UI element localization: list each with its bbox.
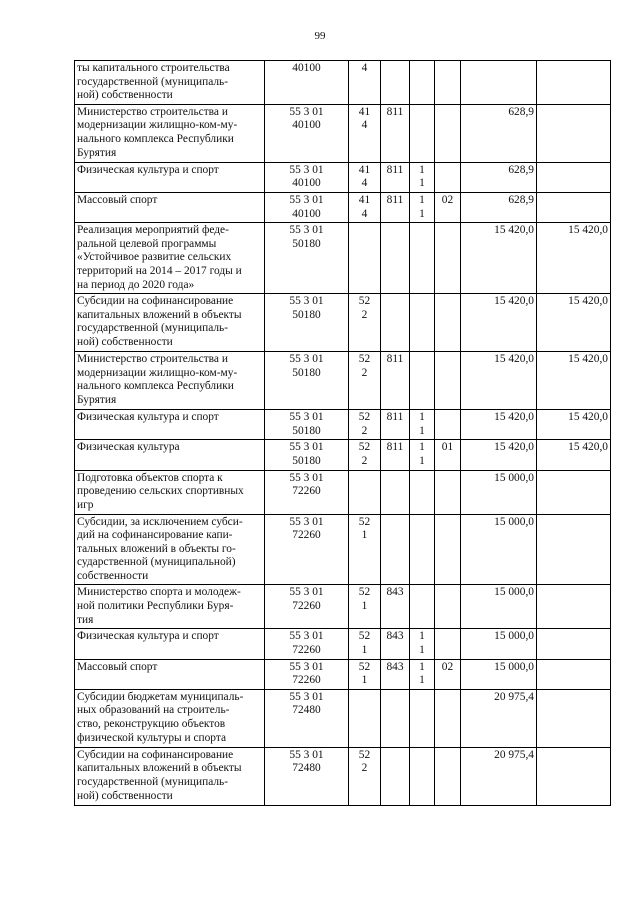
- department-code-cell: 811: [381, 192, 410, 222]
- federal-amount-cell: [537, 747, 611, 805]
- page-number: 99: [314, 30, 326, 42]
- table-row: [75, 192, 611, 222]
- row-name-cell: Министерство строительства и модернизации жилищно-ком-му- нального комплекса Республики Бурятия: [75, 352, 265, 410]
- federal-amount-cell: [537, 162, 611, 192]
- department-code-cell: 811: [381, 440, 410, 470]
- expense-group-cell: 41 4: [349, 162, 381, 192]
- table-row: [75, 585, 611, 629]
- federal-amount-cell: 15 420,0: [537, 352, 611, 410]
- expense-group-cell: [349, 223, 381, 294]
- target-code-cell: 55 3 01 72260: [265, 659, 349, 689]
- row-name-cell: Подготовка объектов спорта к проведению сельских спортивных игр: [75, 470, 265, 514]
- target-code-cell: 55 3 01 72260: [265, 470, 349, 514]
- department-code-cell: [381, 747, 410, 805]
- table-row: [75, 104, 611, 162]
- subsection-cell: [435, 352, 461, 410]
- row-name-cell: Массовый спорт: [75, 659, 265, 689]
- federal-amount-cell: [537, 689, 611, 747]
- amount-cell: 15 000,0: [461, 470, 537, 514]
- amount-cell: 628,9: [461, 104, 537, 162]
- subsection-cell: [435, 162, 461, 192]
- row-name-cell: Министерство строительства и модернизации жилищно-ком-му- нального комплекса Республики Бурятия: [75, 104, 265, 162]
- department-code-cell: 843: [381, 629, 410, 659]
- expense-group-cell: 52 2: [349, 352, 381, 410]
- department-code-cell: 843: [381, 585, 410, 629]
- table-row: [75, 514, 611, 585]
- federal-amount-cell: [537, 104, 611, 162]
- table-row: [75, 659, 611, 689]
- amount-cell: 628,9: [461, 162, 537, 192]
- federal-amount-cell: 15 420,0: [537, 440, 611, 470]
- expense-group-cell: 52 1: [349, 659, 381, 689]
- subsection-cell: [435, 410, 461, 440]
- federal-amount-cell: [537, 585, 611, 629]
- target-code-cell: 55 3 01 40100: [265, 162, 349, 192]
- table-row: [75, 223, 611, 294]
- section-cell: 1 1: [410, 629, 435, 659]
- expense-group-cell: [349, 470, 381, 514]
- expense-group-cell: [349, 689, 381, 747]
- subsection-cell: [435, 294, 461, 352]
- department-code-cell: 811: [381, 162, 410, 192]
- target-code-cell: 55 3 01 50180: [265, 440, 349, 470]
- department-code-cell: 811: [381, 410, 410, 440]
- federal-amount-cell: [537, 61, 611, 105]
- table-row: [75, 294, 611, 352]
- department-code-cell: [381, 61, 410, 105]
- subsection-cell: 02: [435, 659, 461, 689]
- section-cell: [410, 689, 435, 747]
- table-row: [75, 352, 611, 410]
- expense-group-cell: 52 2: [349, 294, 381, 352]
- section-cell: [410, 470, 435, 514]
- department-code-cell: 811: [381, 352, 410, 410]
- expense-group-cell: 52 2: [349, 410, 381, 440]
- section-cell: [410, 352, 435, 410]
- expense-group-cell: 52 1: [349, 629, 381, 659]
- target-code-cell: 55 3 01 72260: [265, 629, 349, 659]
- row-name-cell: Субсидии на софинансирование капитальных вложений в объекты государственной (муниципаль- ной) собственности: [75, 747, 265, 805]
- section-cell: 1 1: [410, 162, 435, 192]
- expense-group-cell: 52 1: [349, 585, 381, 629]
- target-code-cell: 55 3 01 50180: [265, 352, 349, 410]
- row-name-cell: Министерство спорта и молодеж- ной политики Республики Буря- тия: [75, 585, 265, 629]
- row-name-cell: ты капитального строительства государственной (муниципаль- ной) собственности: [75, 61, 265, 105]
- expense-group-cell: 52 2: [349, 440, 381, 470]
- section-cell: [410, 61, 435, 105]
- subsection-cell: [435, 104, 461, 162]
- row-name-cell: Физическая культура и спорт: [75, 629, 265, 659]
- budget-table-body: [75, 61, 611, 806]
- federal-amount-cell: [537, 629, 611, 659]
- amount-cell: 628,9: [461, 192, 537, 222]
- subsection-cell: [435, 514, 461, 585]
- row-name-cell: Субсидии на софинансирование капитальных вложений в объекты государственной (муниципаль- ной) собственности: [75, 294, 265, 352]
- section-cell: [410, 514, 435, 585]
- table-row: [75, 689, 611, 747]
- section-cell: 1 1: [410, 440, 435, 470]
- amount-cell: 15 000,0: [461, 585, 537, 629]
- section-cell: [410, 294, 435, 352]
- expense-group-cell: 41 4: [349, 104, 381, 162]
- target-code-cell: 55 3 01 50180: [265, 410, 349, 440]
- expense-group-cell: 41 4: [349, 192, 381, 222]
- subsection-cell: [435, 470, 461, 514]
- target-code-cell: 55 3 01 72480: [265, 689, 349, 747]
- section-cell: [410, 223, 435, 294]
- row-name-cell: Физическая культура и спорт: [75, 162, 265, 192]
- section-cell: 1 1: [410, 192, 435, 222]
- federal-amount-cell: 15 420,0: [537, 223, 611, 294]
- subsection-cell: [435, 61, 461, 105]
- federal-amount-cell: 15 420,0: [537, 410, 611, 440]
- amount-cell: 15 420,0: [461, 294, 537, 352]
- row-name-cell: Субсидии, за исключением субси- дий на софинансирование капи- тальных вложений в объекты го- сударственной (муниципальной) собственности: [75, 514, 265, 585]
- subsection-cell: [435, 689, 461, 747]
- federal-amount-cell: [537, 659, 611, 689]
- amount-cell: 15 000,0: [461, 659, 537, 689]
- section-cell: [410, 585, 435, 629]
- row-name-cell: Физическая культура и спорт: [75, 410, 265, 440]
- table-row: [75, 470, 611, 514]
- federal-amount-cell: [537, 470, 611, 514]
- section-cell: [410, 104, 435, 162]
- table-row: [75, 629, 611, 659]
- amount-cell: 15 000,0: [461, 629, 537, 659]
- target-code-cell: 55 3 01 40100: [265, 192, 349, 222]
- section-cell: 1 1: [410, 410, 435, 440]
- target-code-cell: 55 3 01 50180: [265, 294, 349, 352]
- subsection-cell: 01: [435, 440, 461, 470]
- amount-cell: 15 420,0: [461, 410, 537, 440]
- target-code-cell: 55 3 01 72260: [265, 585, 349, 629]
- subsection-cell: 02: [435, 192, 461, 222]
- amount-cell: [461, 61, 537, 105]
- row-name-cell: Реализация мероприятий феде- ральной целевой программы «Устойчивое развитие сельских территорий на 2014 – 2017 годы и на период до 2020 года»: [75, 223, 265, 294]
- subsection-cell: [435, 629, 461, 659]
- department-code-cell: 811: [381, 104, 410, 162]
- federal-amount-cell: [537, 514, 611, 585]
- amount-cell: 15 420,0: [461, 223, 537, 294]
- target-code-cell: 40100: [265, 61, 349, 105]
- row-name-cell: Физическая культура: [75, 440, 265, 470]
- table-row: [75, 61, 611, 105]
- department-code-cell: [381, 223, 410, 294]
- target-code-cell: 55 3 01 40100: [265, 104, 349, 162]
- expense-group-cell: 52 2: [349, 747, 381, 805]
- amount-cell: 20 975,4: [461, 747, 537, 805]
- subsection-cell: [435, 585, 461, 629]
- target-code-cell: 55 3 01 72260: [265, 514, 349, 585]
- expense-group-cell: 52 1: [349, 514, 381, 585]
- target-code-cell: 55 3 01 50180: [265, 223, 349, 294]
- department-code-cell: 843: [381, 659, 410, 689]
- table-row: [75, 162, 611, 192]
- table-row: [75, 440, 611, 470]
- section-cell: 1 1: [410, 659, 435, 689]
- row-name-cell: Массовый спорт: [75, 192, 265, 222]
- budget-table: [74, 60, 611, 806]
- amount-cell: 15 000,0: [461, 514, 537, 585]
- department-code-cell: [381, 514, 410, 585]
- table-row: [75, 747, 611, 805]
- federal-amount-cell: [537, 192, 611, 222]
- amount-cell: 15 420,0: [461, 440, 537, 470]
- subsection-cell: [435, 223, 461, 294]
- federal-amount-cell: 15 420,0: [537, 294, 611, 352]
- amount-cell: 15 420,0: [461, 352, 537, 410]
- target-code-cell: 55 3 01 72480: [265, 747, 349, 805]
- expense-group-cell: 4: [349, 61, 381, 105]
- row-name-cell: Субсидии бюджетам муниципаль- ных образований на строитель- ство, реконструкцию объектов физической культуры и спорта: [75, 689, 265, 747]
- section-cell: [410, 747, 435, 805]
- department-code-cell: [381, 294, 410, 352]
- table-row: [75, 410, 611, 440]
- department-code-cell: [381, 470, 410, 514]
- subsection-cell: [435, 747, 461, 805]
- department-code-cell: [381, 689, 410, 747]
- amount-cell: 20 975,4: [461, 689, 537, 747]
